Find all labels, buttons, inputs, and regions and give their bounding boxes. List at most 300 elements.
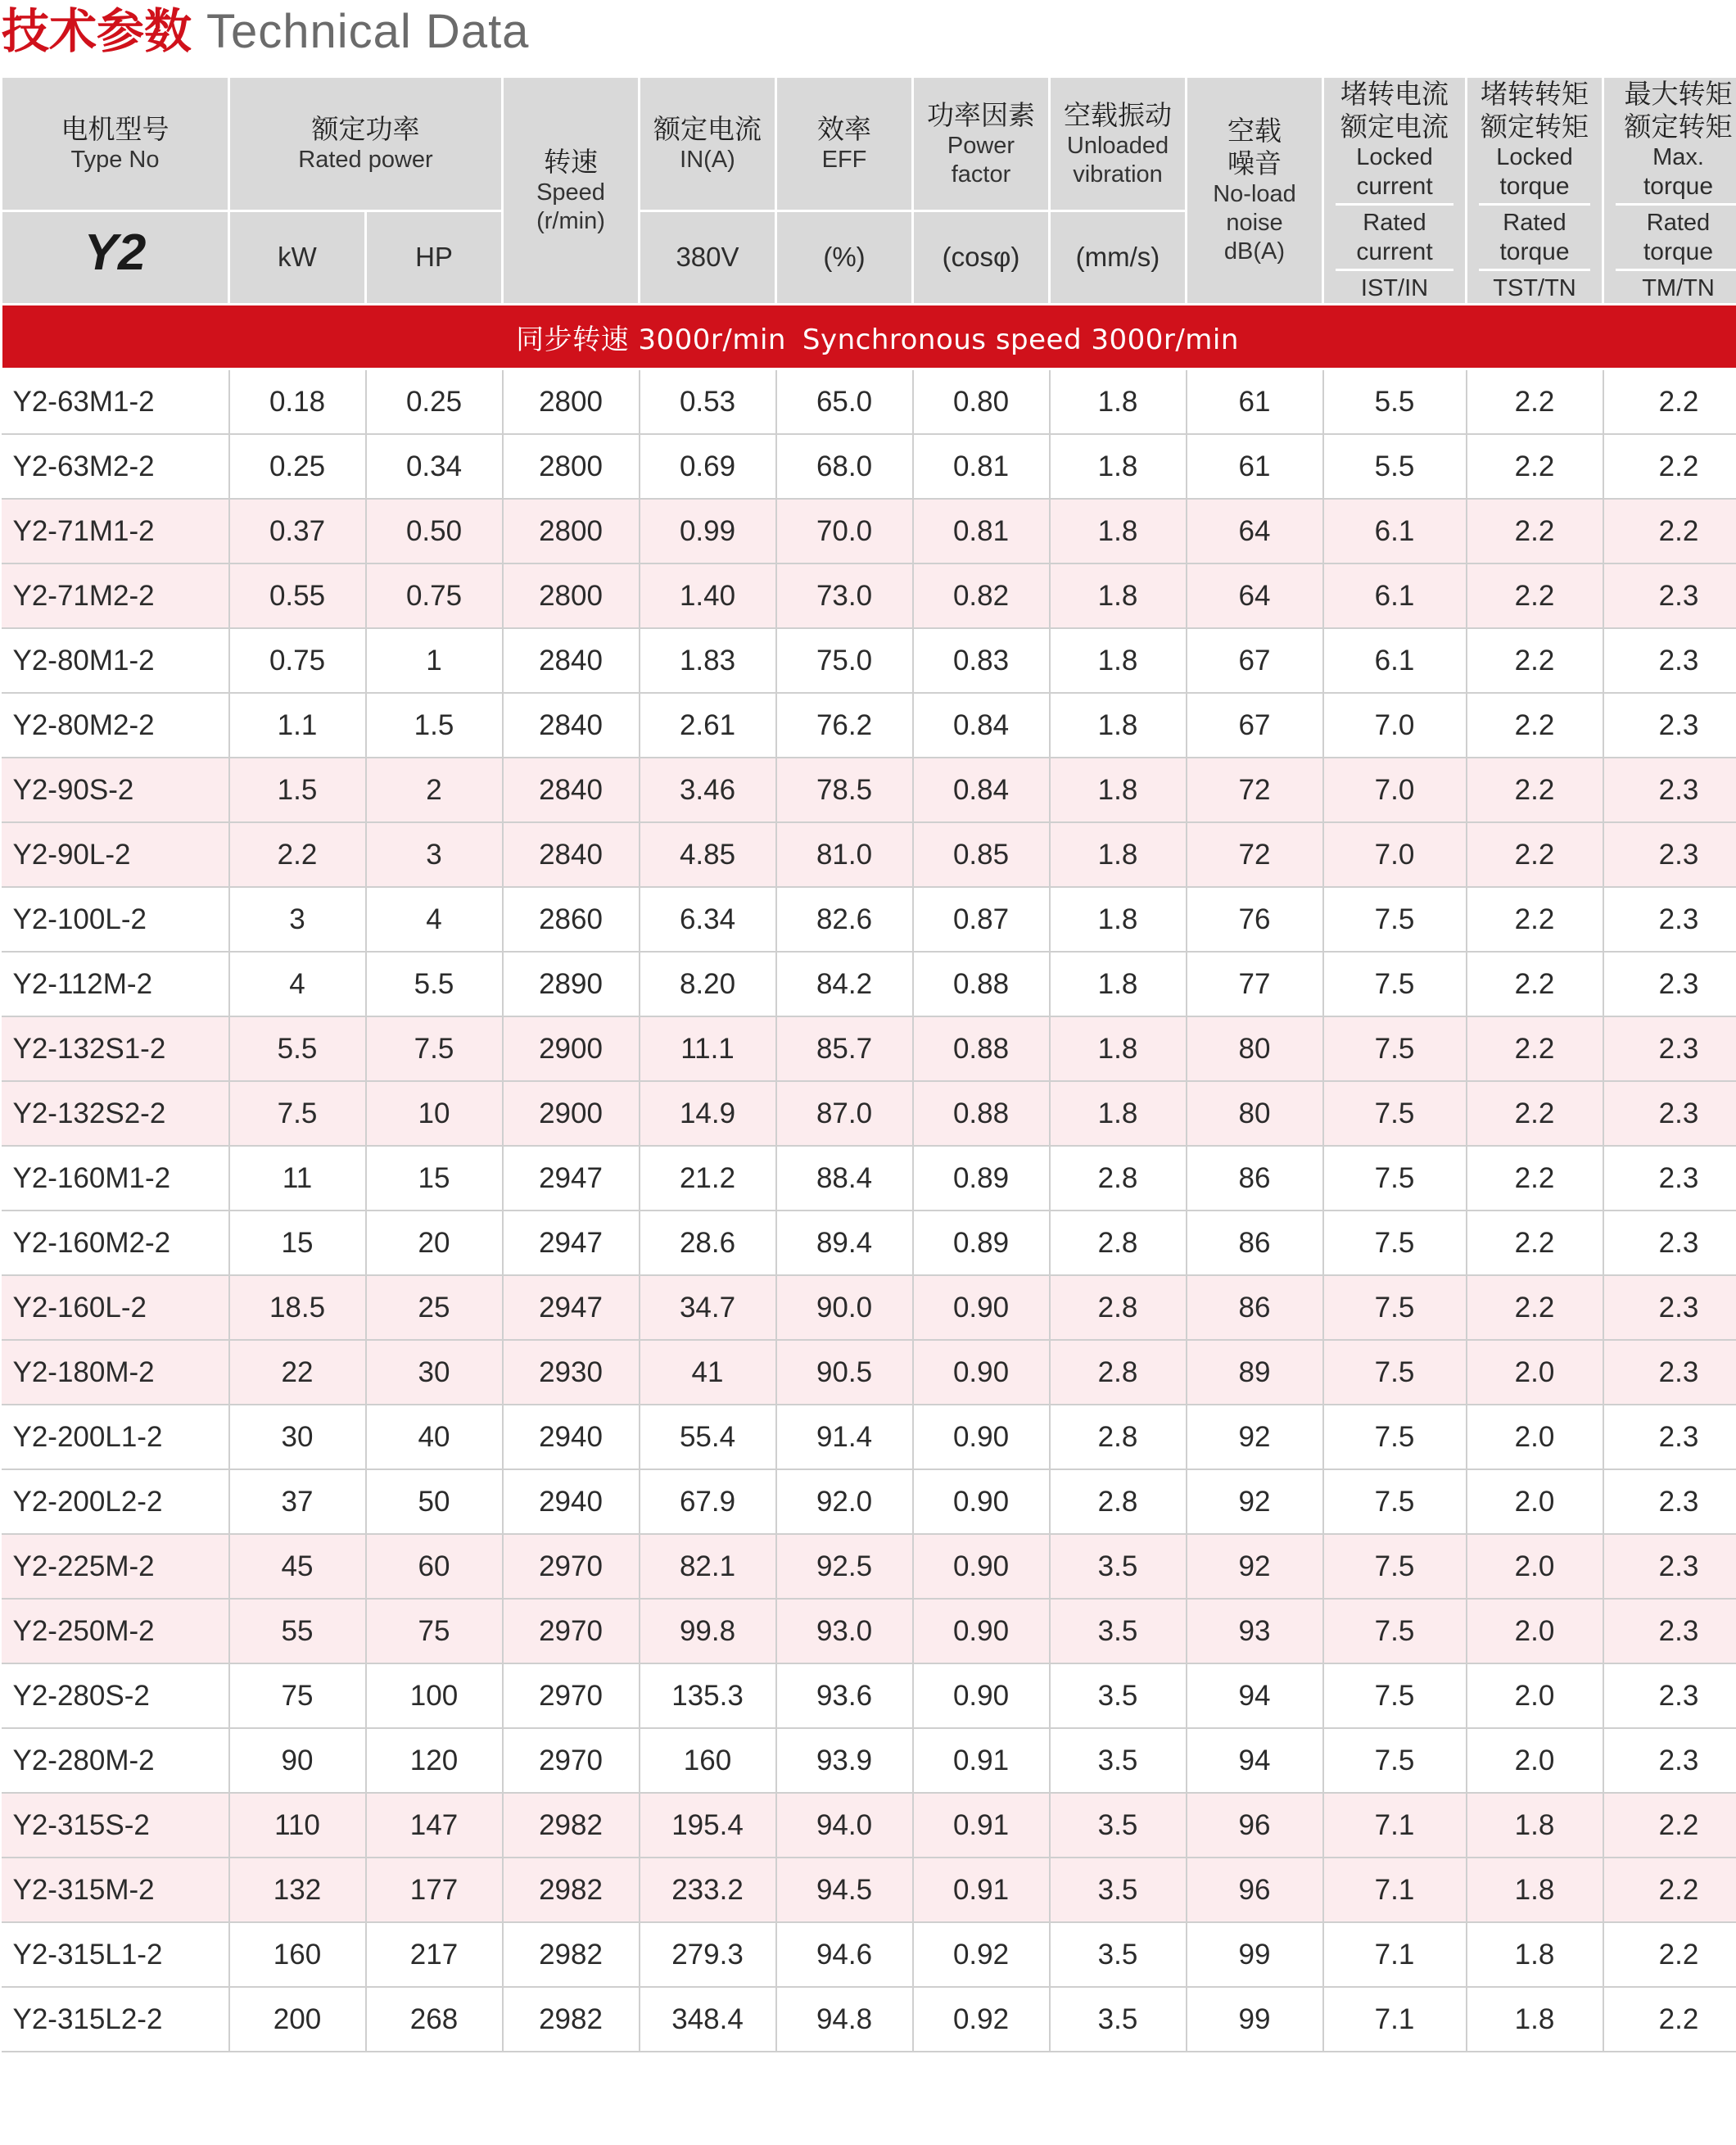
cell-speed: 2982 [503,1858,640,1922]
cell-vibration: 3.5 [1050,1858,1187,1922]
cell-noise: 64 [1187,499,1323,563]
cell-noise: 99 [1187,1922,1323,1987]
table-header [2,77,1736,305]
cell-locked-torque-ratio: 2.2 [1467,499,1603,563]
cell-noise: 99 [1187,1987,1323,2052]
cell-type-no: Y2-90S-2 [2,758,229,822]
cell-max-torque-ratio: 2.3 [1603,822,1736,887]
cell-noise: 80 [1187,1016,1323,1081]
table-row [2,1599,1736,1663]
cell-power-factor: 0.82 [913,563,1050,628]
cell-efficiency: 93.0 [776,1599,913,1663]
cell-power-factor: 0.90 [913,1275,1050,1340]
cell-vibration: 3.5 [1050,1728,1187,1793]
cell-noise: 86 [1187,1275,1323,1340]
cell-power-kw: 200 [229,1987,366,2052]
header-power-factor: 功率因素 Power factor [913,77,1050,211]
cell-power-factor: 0.92 [913,1987,1050,2052]
cell-power-factor: 0.91 [913,1793,1050,1858]
cell-power-kw: 1.5 [229,758,366,822]
cell-locked-torque-ratio: 2.2 [1467,758,1603,822]
header-type-no: 电机型号 Type No [2,77,229,211]
cell-vibration: 1.8 [1050,434,1187,499]
cell-efficiency: 82.6 [776,887,913,952]
table-row [2,1858,1736,1922]
table-row [2,434,1736,499]
cell-power-kw: 37 [229,1469,366,1534]
cell-vibration: 3.5 [1050,1922,1187,1987]
cell-vibration: 1.8 [1050,499,1187,563]
table-row [2,1405,1736,1469]
cell-efficiency: 75.0 [776,628,913,693]
cell-current: 99.8 [640,1599,776,1663]
cell-max-torque-ratio: 2.3 [1603,1211,1736,1275]
cell-locked-current-ratio: 6.1 [1323,563,1467,628]
cell-noise: 67 [1187,693,1323,758]
cell-efficiency: 76.2 [776,693,913,758]
cell-type-no: Y2-132S1-2 [2,1016,229,1081]
cell-speed: 2970 [503,1599,640,1663]
cell-max-torque-ratio: 2.3 [1603,1275,1736,1340]
table-row [2,1275,1736,1340]
cell-power-hp: 20 [366,1211,503,1275]
table-row [2,1663,1736,1728]
cell-type-no: Y2-280S-2 [2,1663,229,1728]
cell-efficiency: 91.4 [776,1405,913,1469]
cell-max-torque-ratio: 2.3 [1603,952,1736,1016]
cell-locked-torque-ratio: 2.0 [1467,1405,1603,1469]
cell-type-no: Y2-315S-2 [2,1793,229,1858]
header-unit-percent: (%) [776,211,913,305]
cell-vibration: 1.8 [1050,1081,1187,1146]
section-row-3000rpm [2,305,1736,369]
cell-power-factor: 0.87 [913,887,1050,952]
cell-type-no: Y2-80M2-2 [2,693,229,758]
cell-speed: 2900 [503,1081,640,1146]
cell-vibration: 3.5 [1050,1663,1187,1728]
cell-power-kw: 22 [229,1340,366,1405]
cell-noise: 89 [1187,1340,1323,1405]
cell-locked-torque-ratio: 2.2 [1467,1275,1603,1340]
cell-vibration: 2.8 [1050,1405,1187,1469]
cell-noise: 93 [1187,1599,1323,1663]
cell-power-hp: 7.5 [366,1016,503,1081]
cell-locked-torque-ratio: 1.8 [1467,1858,1603,1922]
cell-power-factor: 0.92 [913,1922,1050,1987]
cell-current: 135.3 [640,1663,776,1728]
cell-power-factor: 0.89 [913,1211,1050,1275]
cell-locked-current-ratio: 7.5 [1323,1599,1467,1663]
cell-power-factor: 0.91 [913,1728,1050,1793]
cell-locked-torque-ratio: 2.2 [1467,628,1603,693]
table-row [2,1728,1736,1793]
cell-power-kw: 5.5 [229,1016,366,1081]
cell-current: 11.1 [640,1016,776,1081]
cell-current: 67.9 [640,1469,776,1534]
cell-vibration: 1.8 [1050,563,1187,628]
cell-locked-current-ratio: 7.5 [1323,1405,1467,1469]
cell-power-kw: 4 [229,952,366,1016]
header-rated-power: 额定功率 Rated power [229,77,503,211]
cell-max-torque-ratio: 2.3 [1603,1599,1736,1663]
cell-type-no: Y2-90L-2 [2,822,229,887]
cell-max-torque-ratio: 2.2 [1603,1987,1736,2052]
cell-max-torque-ratio: 2.3 [1603,1663,1736,1728]
cell-efficiency: 88.4 [776,1146,913,1211]
cell-noise: 94 [1187,1728,1323,1793]
cell-type-no: Y2-315M-2 [2,1858,229,1922]
cell-current: 28.6 [640,1211,776,1275]
cell-power-kw: 1.1 [229,693,366,758]
cell-vibration: 1.8 [1050,887,1187,952]
cell-locked-torque-ratio: 2.2 [1467,1016,1603,1081]
cell-power-kw: 75 [229,1663,366,1728]
cell-noise: 92 [1187,1405,1323,1469]
cell-power-factor: 0.91 [913,1858,1050,1922]
cell-speed: 2840 [503,758,640,822]
cell-power-factor: 0.81 [913,499,1050,563]
cell-efficiency: 85.7 [776,1016,913,1081]
cell-vibration: 3.5 [1050,1599,1187,1663]
cell-locked-current-ratio: 7.1 [1323,1793,1467,1858]
cell-max-torque-ratio: 2.2 [1603,499,1736,563]
cell-locked-torque-ratio: 1.8 [1467,1793,1603,1858]
cell-speed: 2947 [503,1275,640,1340]
cell-efficiency: 78.5 [776,758,913,822]
header-unit-voltage: 380V [640,211,776,305]
table-row [2,1534,1736,1599]
cell-type-no: Y2-112M-2 [2,952,229,1016]
cell-efficiency: 87.0 [776,1081,913,1146]
cell-current: 0.53 [640,369,776,435]
header-locked-current-ratio: 堵转电流 额定电流 Locked current Rated current IST/IN [1323,77,1467,305]
cell-locked-torque-ratio: 2.2 [1467,1081,1603,1146]
cell-efficiency: 94.6 [776,1922,913,1987]
cell-locked-current-ratio: 6.1 [1323,628,1467,693]
cell-max-torque-ratio: 2.3 [1603,628,1736,693]
cell-noise: 61 [1187,434,1323,499]
cell-vibration: 3.5 [1050,1987,1187,2052]
page-title [2,0,1729,67]
cell-power-hp: 3 [366,822,503,887]
cell-type-no: Y2-225M-2 [2,1534,229,1599]
cell-max-torque-ratio: 2.3 [1603,758,1736,822]
cell-locked-current-ratio: 7.5 [1323,1728,1467,1793]
cell-power-kw: 2.2 [229,822,366,887]
cell-efficiency: 93.9 [776,1728,913,1793]
cell-speed: 2940 [503,1469,640,1534]
cell-locked-current-ratio: 7.5 [1323,1211,1467,1275]
cell-noise: 92 [1187,1469,1323,1534]
cell-power-hp: 0.75 [366,563,503,628]
cell-speed: 2940 [503,1405,640,1469]
cell-power-hp: 217 [366,1922,503,1987]
cell-locked-current-ratio: 7.5 [1323,1016,1467,1081]
cell-power-kw: 18.5 [229,1275,366,1340]
cell-speed: 2970 [503,1534,640,1599]
cell-locked-torque-ratio: 1.8 [1467,1922,1603,1987]
cell-vibration: 1.8 [1050,1016,1187,1081]
cell-power-hp: 30 [366,1340,503,1405]
cell-noise: 72 [1187,822,1323,887]
cell-locked-torque-ratio: 2.2 [1467,952,1603,1016]
table-row [2,1922,1736,1987]
table-row [2,628,1736,693]
cell-power-factor: 0.88 [913,952,1050,1016]
cell-power-factor: 0.81 [913,434,1050,499]
cell-vibration: 1.8 [1050,822,1187,887]
cell-type-no: Y2-160M2-2 [2,1211,229,1275]
table-row [2,887,1736,952]
cell-power-kw: 3 [229,887,366,952]
cell-type-no: Y2-71M2-2 [2,563,229,628]
cell-speed: 2840 [503,822,640,887]
cell-power-factor: 0.84 [913,758,1050,822]
cell-max-torque-ratio: 2.3 [1603,1405,1736,1469]
cell-speed: 2947 [503,1146,640,1211]
table-row [2,1793,1736,1858]
cell-noise: 86 [1187,1211,1323,1275]
cell-power-hp: 60 [366,1534,503,1599]
cell-max-torque-ratio: 2.3 [1603,1146,1736,1211]
cell-type-no: Y2-280M-2 [2,1728,229,1793]
cell-noise: 96 [1187,1793,1323,1858]
cell-vibration: 3.5 [1050,1534,1187,1599]
table-row [2,1016,1736,1081]
table-row [2,1987,1736,2052]
cell-power-hp: 50 [366,1469,503,1534]
table-row [2,693,1736,758]
cell-locked-current-ratio: 7.5 [1323,952,1467,1016]
cell-type-no: Y2-100L-2 [2,887,229,952]
cell-locked-torque-ratio: 2.0 [1467,1340,1603,1405]
cell-power-hp: 40 [366,1405,503,1469]
cell-locked-current-ratio: 6.1 [1323,499,1467,563]
cell-current: 82.1 [640,1534,776,1599]
cell-max-torque-ratio: 2.3 [1603,1340,1736,1405]
cell-speed: 2970 [503,1728,640,1793]
cell-locked-current-ratio: 7.1 [1323,1922,1467,1987]
cell-current: 2.61 [640,693,776,758]
section-label-cn: 同步转速 3000r/min [516,323,786,356]
cell-power-factor: 0.90 [913,1340,1050,1405]
cell-max-torque-ratio: 2.3 [1603,887,1736,952]
header-speed: 转速 Speed (r/min) [503,77,640,305]
cell-efficiency: 92.5 [776,1534,913,1599]
cell-noise: 96 [1187,1858,1323,1922]
cell-max-torque-ratio: 2.3 [1603,693,1736,758]
cell-type-no: Y2-250M-2 [2,1599,229,1663]
cell-efficiency: 70.0 [776,499,913,563]
cell-locked-current-ratio: 7.1 [1323,1987,1467,2052]
cell-type-no: Y2-132S2-2 [2,1081,229,1146]
cell-power-kw: 0.37 [229,499,366,563]
table-row [2,499,1736,563]
cell-efficiency: 92.0 [776,1469,913,1534]
cell-power-factor: 0.90 [913,1663,1050,1728]
cell-locked-torque-ratio: 2.2 [1467,693,1603,758]
cell-power-kw: 160 [229,1922,366,1987]
cell-vibration: 2.8 [1050,1340,1187,1405]
technical-data-table [0,75,1736,2052]
header-noload-noise: 空载 噪音 No-load noise dB(A) [1187,77,1323,305]
cell-power-kw: 90 [229,1728,366,1793]
cell-type-no: Y2-200L1-2 [2,1405,229,1469]
cell-noise: 94 [1187,1663,1323,1728]
cell-speed: 2947 [503,1211,640,1275]
cell-power-kw: 0.75 [229,628,366,693]
cell-efficiency: 94.0 [776,1793,913,1858]
header-model-series: Y2 [2,211,229,305]
cell-vibration: 3.5 [1050,1793,1187,1858]
cell-speed: 2860 [503,887,640,952]
cell-current: 233.2 [640,1858,776,1922]
cell-max-torque-ratio: 2.2 [1603,1922,1736,1987]
cell-max-torque-ratio: 2.2 [1603,434,1736,499]
cell-power-factor: 0.90 [913,1405,1050,1469]
cell-current: 21.2 [640,1146,776,1211]
cell-type-no: Y2-200L2-2 [2,1469,229,1534]
cell-max-torque-ratio: 2.3 [1603,1469,1736,1534]
cell-power-kw: 0.55 [229,563,366,628]
cell-locked-current-ratio: 7.5 [1323,1081,1467,1146]
cell-locked-torque-ratio: 2.0 [1467,1663,1603,1728]
cell-max-torque-ratio: 2.2 [1603,1793,1736,1858]
cell-locked-torque-ratio: 2.0 [1467,1534,1603,1599]
cell-power-hp: 100 [366,1663,503,1728]
cell-power-kw: 15 [229,1211,366,1275]
cell-speed: 2800 [503,563,640,628]
cell-power-factor: 0.89 [913,1146,1050,1211]
cell-power-hp: 1 [366,628,503,693]
cell-power-factor: 0.90 [913,1469,1050,1534]
header-efficiency: 效率 EFF [776,77,913,211]
cell-speed: 2982 [503,1987,640,2052]
cell-vibration: 1.8 [1050,628,1187,693]
cell-speed: 2930 [503,1340,640,1405]
table-row [2,822,1736,887]
cell-locked-current-ratio: 7.5 [1323,1275,1467,1340]
cell-current: 14.9 [640,1081,776,1146]
cell-vibration: 2.8 [1050,1469,1187,1534]
cell-current: 1.40 [640,563,776,628]
cell-type-no: Y2-160L-2 [2,1275,229,1340]
cell-vibration: 1.8 [1050,952,1187,1016]
cell-max-torque-ratio: 2.3 [1603,563,1736,628]
cell-locked-current-ratio: 5.5 [1323,434,1467,499]
header-max-torque-ratio: 最大转矩 额定转矩 Max. torque Rated torque TM/TN [1603,77,1736,305]
cell-speed: 2890 [503,952,640,1016]
cell-power-factor: 0.84 [913,693,1050,758]
header-unit-cosphi: (cosφ) [913,211,1050,305]
cell-locked-torque-ratio: 2.2 [1467,369,1603,435]
cell-current: 41 [640,1340,776,1405]
header-unloaded-vibration: 空载振动 Unloaded vibration [1050,77,1187,211]
cell-type-no: Y2-71M1-2 [2,499,229,563]
cell-noise: 72 [1187,758,1323,822]
cell-vibration: 2.8 [1050,1275,1187,1340]
cell-noise: 77 [1187,952,1323,1016]
table-row [2,1081,1736,1146]
cell-current: 6.34 [640,887,776,952]
cell-noise: 92 [1187,1534,1323,1599]
cell-locked-torque-ratio: 2.2 [1467,434,1603,499]
cell-current: 160 [640,1728,776,1793]
cell-power-hp: 10 [366,1081,503,1146]
cell-locked-current-ratio: 7.5 [1323,1469,1467,1534]
cell-power-hp: 15 [366,1146,503,1211]
cell-noise: 64 [1187,563,1323,628]
cell-current: 4.85 [640,822,776,887]
cell-power-kw: 45 [229,1534,366,1599]
cell-current: 195.4 [640,1793,776,1858]
table-body [2,305,1736,2052]
cell-power-kw: 30 [229,1405,366,1469]
section-label [2,305,1736,369]
cell-locked-current-ratio: 7.5 [1323,1340,1467,1405]
cell-efficiency: 73.0 [776,563,913,628]
cell-power-factor: 0.90 [913,1599,1050,1663]
cell-locked-torque-ratio: 2.2 [1467,1146,1603,1211]
cell-speed: 2970 [503,1663,640,1728]
cell-max-torque-ratio: 2.3 [1603,1016,1736,1081]
cell-locked-current-ratio: 7.5 [1323,1146,1467,1211]
cell-power-factor: 0.90 [913,1534,1050,1599]
cell-power-kw: 132 [229,1858,366,1922]
table-row [2,369,1736,435]
cell-vibration: 1.8 [1050,758,1187,822]
cell-noise: 86 [1187,1146,1323,1211]
cell-locked-current-ratio: 7.5 [1323,887,1467,952]
cell-type-no: Y2-315L2-2 [2,1987,229,2052]
section-label-en: Synchronous speed 3000r/min [802,323,1239,356]
cell-vibration: 1.8 [1050,693,1187,758]
cell-type-no: Y2-80M1-2 [2,628,229,693]
cell-power-hp: 120 [366,1728,503,1793]
cell-power-hp: 0.50 [366,499,503,563]
header-rated-current: 额定电流 IN(A) [640,77,776,211]
cell-efficiency: 65.0 [776,369,913,435]
cell-locked-torque-ratio: 2.0 [1467,1469,1603,1534]
cell-efficiency: 94.5 [776,1858,913,1922]
table-row [2,563,1736,628]
cell-power-kw: 0.18 [229,369,366,435]
cell-max-torque-ratio: 2.2 [1603,369,1736,435]
page-title-cn: 技术参数 [2,3,192,59]
cell-power-hp: 2 [366,758,503,822]
cell-speed: 2900 [503,1016,640,1081]
cell-current: 0.99 [640,499,776,563]
cell-power-hp: 5.5 [366,952,503,1016]
cell-noise: 67 [1187,628,1323,693]
cell-current: 3.46 [640,758,776,822]
header-locked-torque-ratio: 堵转转矩 额定转矩 Locked torque Rated torque TST/TN [1467,77,1603,305]
cell-efficiency: 84.2 [776,952,913,1016]
cell-efficiency: 90.0 [776,1275,913,1340]
cell-vibration: 2.8 [1050,1146,1187,1211]
cell-locked-current-ratio: 7.0 [1323,822,1467,887]
cell-speed: 2982 [503,1793,640,1858]
table-row [2,758,1736,822]
cell-efficiency: 90.5 [776,1340,913,1405]
cell-vibration: 2.8 [1050,1211,1187,1275]
page-title-en: Technical Data [206,5,530,58]
cell-speed: 2800 [503,434,640,499]
cell-power-hp: 147 [366,1793,503,1858]
cell-power-factor: 0.88 [913,1081,1050,1146]
table-row [2,1146,1736,1211]
cell-current: 8.20 [640,952,776,1016]
